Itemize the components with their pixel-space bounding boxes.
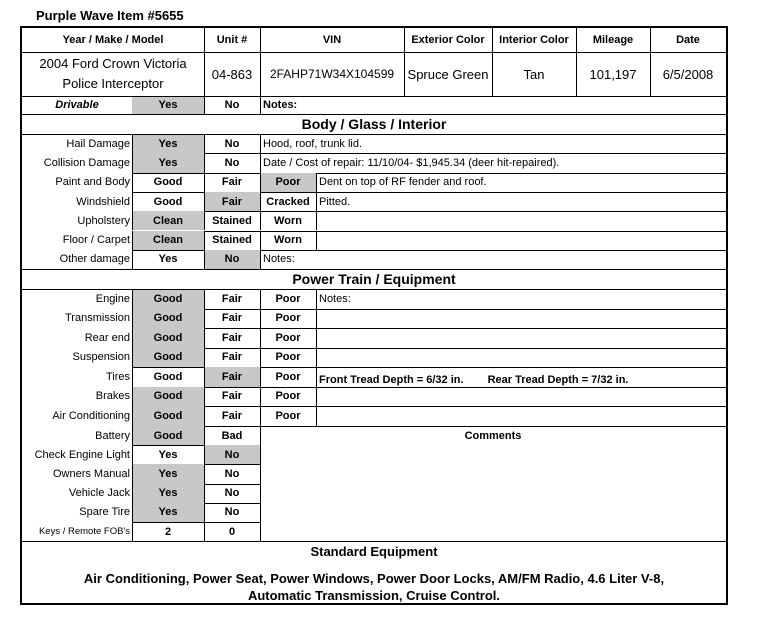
option-other-damage-no: No — [204, 250, 260, 269]
option-floor-carpet-worn: Worn — [274, 234, 302, 247]
row-label-brakes: Brakes — [95, 390, 130, 403]
grid-line — [204, 328, 205, 348]
row-label-floor-carpet: Floor / Carpet — [62, 234, 130, 247]
date-value: 6/5/2008 — [662, 66, 714, 82]
col-header-exterior-color: Exterior Color — [411, 34, 485, 46]
option-paint-and-body-fair: Fair — [221, 176, 243, 189]
comments-label: Comments — [464, 430, 522, 442]
row-label-engine: Engine — [95, 292, 130, 305]
grid-line — [316, 192, 317, 211]
option-keys-remote-fob-s-2: 2 — [164, 525, 172, 538]
grid-line — [316, 289, 317, 309]
option-vehicle-jack-no: No — [224, 487, 240, 500]
note-paint-and-body: Dent on top of RF fender and roof. — [319, 176, 487, 189]
grid-line — [260, 367, 261, 387]
option-upholstery-clean: Clean — [132, 211, 204, 230]
grid-line — [132, 309, 133, 329]
grid-line — [204, 348, 205, 368]
note-upholstery — [316, 211, 726, 230]
grid-line — [132, 153, 133, 172]
grid-line — [204, 445, 205, 464]
option-brakes-poor: Poor — [275, 390, 301, 403]
option-other-damage-yes: Yes — [158, 253, 178, 266]
grid-line — [132, 231, 133, 250]
option-brakes-fair: Fair — [221, 390, 243, 403]
note-brakes — [316, 387, 726, 407]
standard-equipment-title: Standard Equipment — [310, 543, 438, 559]
option-upholstery-stained: Stained — [212, 214, 252, 227]
tread-depth-note — [316, 370, 726, 389]
note-air-conditioning — [316, 406, 726, 426]
option-windshield-good: Good — [153, 195, 183, 208]
grid-line — [260, 406, 261, 426]
grid-line — [204, 231, 205, 250]
grid-line — [132, 445, 133, 464]
body-section-title: Body / Glass / Interior — [301, 116, 447, 132]
grid-line — [22, 114, 726, 115]
grid-line — [132, 484, 133, 503]
option-vehicle-jack-yes: Yes — [132, 484, 204, 503]
grid-line — [260, 328, 261, 348]
grid-line — [204, 406, 205, 426]
vehicle-cell — [22, 52, 204, 96]
option-battery-bad: Bad — [221, 429, 243, 442]
grid-line — [22, 96, 726, 97]
grid-line — [260, 192, 261, 211]
rear-tread-depth: Rear Tread Depth = 7/32 in. — [487, 373, 629, 386]
note-other-damage: Notes: — [263, 253, 295, 266]
grid-line — [132, 289, 133, 309]
grid-line — [492, 28, 493, 96]
note-collision-damage: Date / Cost of repair: 11/10/04- $1,945.34 (deer hit-repaired). — [263, 156, 560, 169]
col-header-interior-color: Interior Color — [499, 34, 569, 46]
grid-line — [22, 52, 726, 53]
note-windshield: Pitted. — [319, 195, 351, 208]
grid-line — [260, 134, 261, 153]
row-label-battery: Battery — [95, 429, 130, 442]
grid-line — [260, 28, 261, 114]
grid-line — [22, 134, 726, 135]
grid-line — [316, 231, 317, 250]
option-paint-and-body-poor: Poor — [260, 173, 316, 192]
col-header-year-make-model: Year / Make / Model — [62, 34, 164, 46]
col-header-vin: VIN — [322, 34, 342, 46]
row-label-suspension: Suspension — [72, 351, 130, 364]
vehicle-line-2: Police Interceptor — [62, 76, 164, 91]
grid-line — [260, 231, 261, 250]
grid-line — [204, 464, 205, 483]
grid-line — [204, 426, 205, 445]
option-collision-damage-no: No — [224, 156, 240, 169]
option-engine-fair: Fair — [221, 292, 243, 305]
inspection-form — [20, 26, 728, 605]
option-suspension-fair: Fair — [221, 351, 243, 364]
option-windshield-cracked: Cracked — [266, 195, 310, 208]
col-header-mileage: Mileage — [592, 34, 634, 46]
row-label-collision-damage: Collision Damage — [43, 156, 130, 169]
note-hail-damage: Hood, roof, trunk lid. — [263, 137, 363, 150]
grid-line — [132, 464, 133, 483]
grid-line — [132, 192, 133, 211]
option-air-conditioning-poor: Poor — [275, 409, 301, 422]
grid-line — [260, 173, 261, 192]
option-transmission-good: Good — [132, 309, 204, 329]
grid-line — [204, 173, 205, 192]
grid-line — [260, 289, 261, 309]
grid-line — [132, 367, 133, 387]
option-spare-tire-yes: Yes — [132, 503, 204, 522]
option-battery-good: Good — [132, 426, 204, 445]
grid-line — [204, 309, 205, 329]
grid-line — [204, 367, 205, 387]
grid-line — [260, 211, 261, 230]
drivable-no: No — [224, 99, 240, 111]
grid-line — [132, 406, 133, 426]
option-keys-remote-fob-s-0: 0 — [228, 525, 236, 538]
grid-line — [132, 211, 133, 230]
drivable-yes: Yes — [132, 96, 204, 114]
option-rear-end-good: Good — [132, 328, 204, 348]
grid-line — [316, 348, 317, 368]
grid-line — [204, 28, 205, 114]
grid-line — [132, 387, 133, 407]
grid-line — [204, 192, 205, 211]
row-label-transmission: Transmission — [65, 312, 130, 325]
grid-line — [204, 134, 205, 153]
option-upholstery-worn: Worn — [274, 214, 302, 227]
grid-line — [22, 541, 726, 542]
grid-line — [260, 309, 261, 329]
grid-line — [204, 387, 205, 407]
grid-line — [132, 348, 133, 368]
standard-equipment-line-1: Air Conditioning, Power Seat, Power Windows, Power Door Locks, AM/FM Radio, 4.6 Liter V-8, — [83, 571, 665, 586]
option-check-engine-light-yes: Yes — [158, 448, 178, 461]
option-air-conditioning-fair: Fair — [221, 409, 243, 422]
col-header-unit: Unit # — [216, 34, 248, 46]
option-tires-poor: Poor — [275, 370, 301, 383]
option-transmission-fair: Fair — [221, 312, 243, 325]
grid-line — [132, 173, 133, 192]
vin-value: 2FAHP71W34X104599 — [269, 67, 395, 81]
grid-line — [316, 173, 317, 192]
row-label-vehicle-jack: Vehicle Jack — [68, 487, 130, 500]
grid-line — [316, 211, 317, 230]
row-label-upholstery: Upholstery — [77, 214, 130, 227]
option-engine-poor: Poor — [275, 292, 301, 305]
option-check-engine-light-no: No — [204, 445, 260, 464]
row-label-hail-damage: Hail Damage — [66, 137, 130, 150]
row-label-check-engine-light: Check Engine Light — [34, 448, 130, 461]
grid-line — [260, 426, 261, 541]
vehicle-line-1: 2004 Ford Crown Victoria — [39, 56, 187, 71]
document-title: Purple Wave Item #5655 — [36, 8, 184, 23]
exterior-color-value: Spruce Green — [407, 66, 489, 82]
option-collision-damage-yes: Yes — [132, 153, 204, 172]
row-label-rear-end: Rear end — [84, 331, 130, 344]
power-section-title: Power Train / Equipment — [292, 271, 456, 287]
note-transmission — [316, 309, 726, 329]
grid-line — [132, 250, 133, 269]
option-tires-good: Good — [153, 370, 183, 383]
grid-line — [22, 289, 726, 290]
grid-line — [260, 426, 726, 427]
grid-line — [132, 503, 133, 522]
grid-line — [132, 522, 133, 541]
option-engine-good: Good — [132, 289, 204, 309]
grid-line — [316, 406, 317, 426]
grid-line — [650, 28, 651, 96]
grid-line — [404, 28, 405, 96]
unit-value: 04-863 — [211, 66, 253, 82]
row-label-owners-manual: Owners Manual — [52, 467, 130, 480]
grid-line — [204, 250, 205, 269]
option-paint-and-body-good: Good — [153, 176, 183, 189]
interior-color-value: Tan — [523, 66, 545, 82]
drivable-notes: Notes: — [263, 99, 298, 111]
grid-line — [204, 484, 205, 503]
grid-line — [316, 387, 317, 407]
grid-line — [204, 503, 205, 522]
grid-line — [316, 309, 317, 329]
grid-line — [204, 289, 205, 309]
grid-line — [204, 522, 205, 541]
grid-line — [132, 426, 133, 445]
option-hail-damage-yes: Yes — [132, 134, 204, 153]
option-rear-end-poor: Poor — [275, 331, 301, 344]
option-spare-tire-no: No — [224, 506, 240, 519]
grid-line — [260, 387, 261, 407]
option-air-conditioning-good: Good — [132, 406, 204, 426]
grid-line — [260, 250, 261, 269]
grid-line — [132, 328, 133, 348]
grid-line — [132, 134, 133, 153]
option-suspension-good: Good — [132, 348, 204, 368]
drivable-label: Drivable — [55, 99, 99, 111]
option-suspension-poor: Poor — [275, 351, 301, 364]
option-tires-fair: Fair — [204, 367, 260, 387]
option-owners-manual-no: No — [224, 467, 240, 480]
mileage-value: 101,197 — [589, 66, 637, 82]
option-transmission-poor: Poor — [275, 312, 301, 325]
option-windshield-fair: Fair — [204, 192, 260, 211]
grid-line — [204, 211, 205, 230]
standard-equipment-line-2: Automatic Transmission, Cruise Control. — [247, 588, 501, 603]
option-hail-damage-no: No — [224, 137, 240, 150]
grid-line — [316, 328, 317, 348]
grid-line — [576, 28, 577, 96]
row-label-spare-tire: Spare Tire — [79, 506, 130, 519]
col-header-date: Date — [676, 34, 700, 46]
grid-line — [204, 153, 205, 172]
option-rear-end-fair: Fair — [221, 331, 243, 344]
note-rear-end — [316, 328, 726, 348]
front-tread-depth: Front Tread Depth = 6/32 in. — [319, 373, 464, 386]
grid-line — [260, 153, 261, 172]
row-label-keys-remote-fob-s: Keys / Remote FOB's — [38, 526, 130, 538]
option-floor-carpet-stained: Stained — [212, 234, 252, 247]
row-label-paint-and-body: Paint and Body — [55, 176, 130, 189]
note-suspension — [316, 348, 726, 368]
row-label-tires: Tires — [105, 370, 130, 383]
note-floor-carpet — [316, 231, 726, 250]
option-owners-manual-yes: Yes — [132, 464, 204, 483]
note-engine: Notes: — [319, 292, 351, 305]
grid-line — [22, 269, 726, 270]
row-label-air-conditioning: Air Conditioning — [52, 409, 130, 422]
row-label-other-damage: Other damage — [59, 253, 130, 266]
option-brakes-good: Good — [132, 387, 204, 407]
row-label-windshield: Windshield — [76, 195, 130, 208]
option-floor-carpet-clean: Clean — [132, 231, 204, 250]
grid-line — [260, 348, 261, 368]
